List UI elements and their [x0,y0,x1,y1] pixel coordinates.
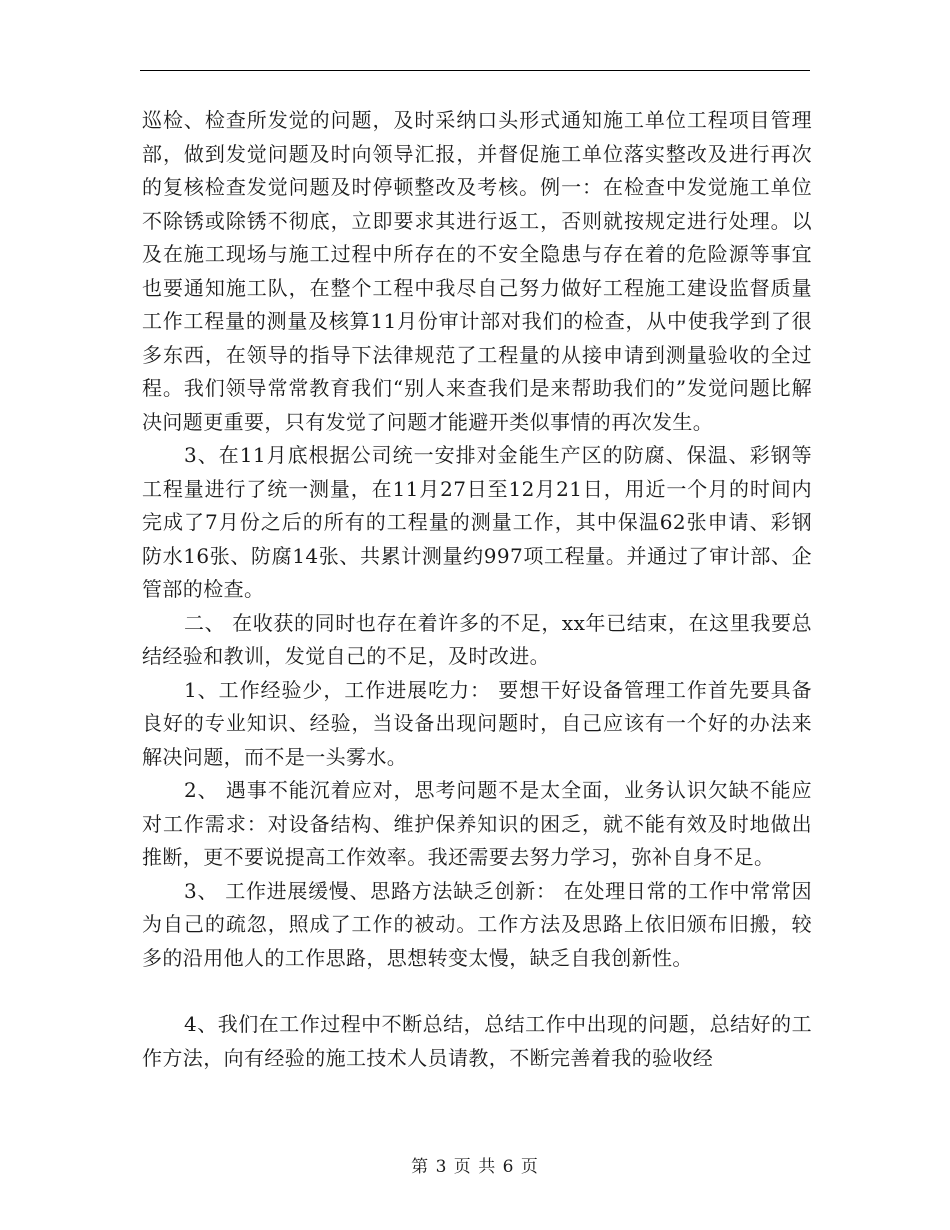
footer-current-page: 3 [435,1157,448,1177]
footer-prefix: 第 [411,1157,430,1177]
paragraph-6: 3、 工作进展缓慢、思路方法缺乏创新： 在处理日常的工作中常常因为自己的疏忽，照成了工作的被动。工作方法及思路上依旧颁布旧搬，较多的沿用他人的工作思路，思想转变太慢，缺乏自我创新性。 [142,878,812,970]
paragraph-3: 二、 在收获的同时也存在着许多的不足，xx年已结束，在这里我要总结经验和教训，发觉自己的不足，及时改进。 [142,610,812,668]
paragraph-7: 4、我们在工作过程中不断总结，总结工作中出现的问题，总结好的工作方法，向有经验的施工技术人员请教，不断完善着我的验收经 [142,1012,812,1070]
document-body [142,104,819,1075]
paragraph-1: 巡检、检查所发觉的问题，及时采纳口头形式通知施工单位工程项目管理部，做到发觉问题及时向领导汇报，并督促施工单位落实整改及进行再次的复核检查发觉问题及时停顿整改及考核。例一：在检查中发觉施工单位不除锈或除锈不彻底，立即要求其进行返工，否则就按规定进行处理。以及在施工现场与施工过程中所存在的不安全隐患与存在着的危险源等事宜也要通知施工队，在整个工程中我尽自己努力做好工程施工建设监督质量工作工程量的测量及核算11月份审计部对我们的检查，从中使我学到了很多东西，在领导的指导下法律规范了工程量的从接申请到测量验收的全过程。我们领导常常教育我们“别人来查我们是来帮助我们的”发觉问题比解决问题更重要，只有发觉了问题才能避开类似事情的再次发生。 [142,108,812,434]
header-rule [140,70,810,71]
footer-total-pages: 6 [502,1157,515,1177]
footer-middle: 页 共 [453,1157,497,1177]
footer-suffix: 页 [520,1157,539,1177]
page-footer [0,1152,950,1177]
paragraph-5: 2、 遇事不能沉着应对，思考问题不是太全面，业务认识欠缺不能应对工作需求：对设备结构、维护保养知识的困乏，就不能有效及时地做出推断，更不要说提高工作效率。我还需要去努力学习，弥补自身不足。 [142,778,812,869]
paragraph-4: 1、工作经验少，工作进展吃力： 要想干好设备管理工作首先要具备良好的专业知识、经验，当设备出现问题时，自己应该有一个好的办法来解决问题，而不是一头雾水。 [142,677,812,769]
paragraph-2: 3、在11月底根据公司统一安排对金能生产区的防腐、保温、彩钢等工程量进行了统一测量，在11月27日至12月21日，用近一个月的时间内 完成了7月份之后的所有的工程量的测量工作，其中保温62张申请、彩钢防水16张、防腐14张、共累计测量约997项工程量。并通过了审计部、企管部的检查。 [142,443,819,601]
